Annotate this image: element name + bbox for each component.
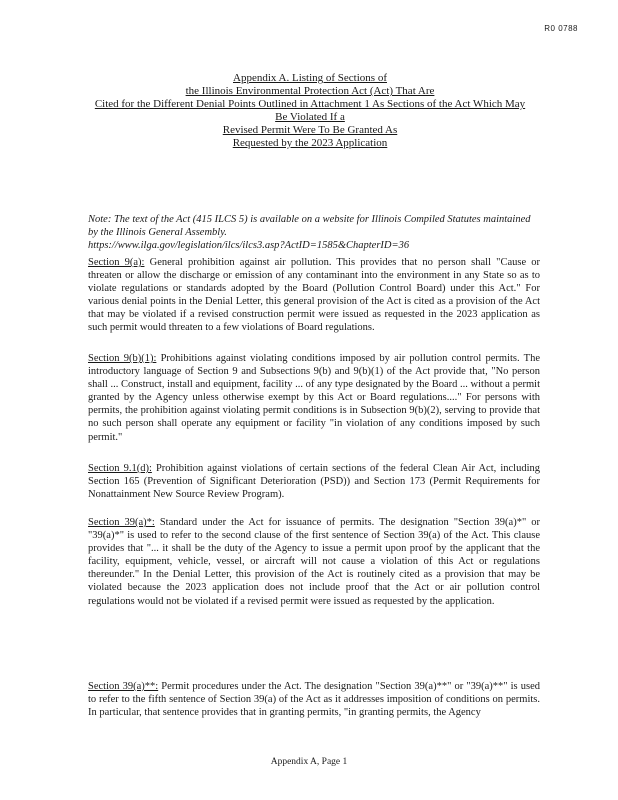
section-paragraph <box>88 680 540 719</box>
section-lead: Section 39(a)**: <box>88 681 159 692</box>
note-text: Note: The text of the Act (415 ILCS 5) is available on a website for Illinois Compiled Statutes maintained by the Illinois General Assembly. <box>88 214 531 238</box>
section-lead: Section 9.1(d): <box>88 463 152 474</box>
section-lead: Section 39(a)*: <box>88 517 155 528</box>
section-body: Prohibition against violations of certain sections of the federal Clean Air Act, including Section 165 (Prevention of Significant Deterioration (PSD)) and Section 173 (Permit Requirements for Nonattainment New Source Review Program). <box>88 463 541 501</box>
heading-line: Requested by the 2023 Application <box>232 137 388 149</box>
appendix-heading <box>80 72 540 150</box>
section-paragraph <box>88 352 540 444</box>
section-lead: Section 9(b)(1): <box>88 353 157 364</box>
statute-note <box>88 213 538 252</box>
section-body: General prohibition against air pollution. This provides that no person shall "Cause or threaten or allow the discharge or emission of any contaminant into the environment in any State so as to violate regulations or standards adopted by the Board (Pollution Control Board) under this Act." For various denial points in the Denial Letter, this general provision of the Act is cited as a provision of the Act that may be violated if a revised construction permit were issued as requested in the 2023 application as such permit would threaten to a few violations of Board regulations. <box>88 257 540 334</box>
page-footer: Appendix A, Page 1 <box>270 757 348 767</box>
section-body: Standard under the Act for issuance of permits. The designation "Section 39(a)*" or "39(a)*" is used to refer to the second clause of the first sentence of Section 39(a) of the Act. This clause provides that "... it shall be the duty of the Agency to issue a permit upon proof by the applicant that the facility, equipment, vehicle, vessel, or aircraft will not cause a violation of this Act or regulations thereunder." In the Denial Letter, this provision of the Act is routinely cited as a provision that may be violated because the 2023 application does not include proof that the Act or air pollution control regulations would not be violated if a revised permit were issued as requested by the application. <box>88 517 540 607</box>
heading-line: the Illinois Environmental Protection Act (Act) That Are <box>185 85 435 97</box>
statute-url-link[interactable]: https://www.ilga.gov/legislation/ilcs/ilcs3.asp?ActID=1585&ChapterID=36 <box>88 240 410 251</box>
section-body: Prohibitions against violating conditions imposed by air pollution control permits. The introductory language of Section 9 and Subsections 9(b) and 9(b)(1) of the Act provide that, "No person shall ... Construct, install and equipment, facility ... of any type designated by the Board ... without a permit granted by the Agency unless otherwise exempt by this Act or Board regulations...." For persons with permits, the prohibition against violating permit conditions is in Subsection 9(b)(2), serving to provide that no such person shall operate any equipment or facility "in violation of any conditions imposed by such permit." <box>88 353 540 443</box>
section-paragraph <box>88 462 540 501</box>
heading-line: Appendix A. Listing of Sections of <box>233 72 387 84</box>
section-body: Permit procedures under the Act. The designation "Section 39(a)**" or "39(a)**" is used to refer to the fifth sentence of Section 39(a) of the Act as it addresses imposition of conditions on permits. In particular, that sentence provides that in granting permits, "in granting permits, the Agency <box>88 681 540 719</box>
document-id: R0 0788 <box>544 24 578 33</box>
section-paragraph <box>88 256 540 335</box>
heading-line: Be Violated If a <box>275 111 345 123</box>
section-paragraph <box>88 516 540 608</box>
section-lead: Section 9(a): <box>88 257 145 268</box>
heading-line: Revised Permit Were To Be Granted As <box>222 124 398 136</box>
heading-line: Cited for the Different Denial Points Outlined in Attachment 1 As Sections of the Act Which May <box>94 98 526 110</box>
